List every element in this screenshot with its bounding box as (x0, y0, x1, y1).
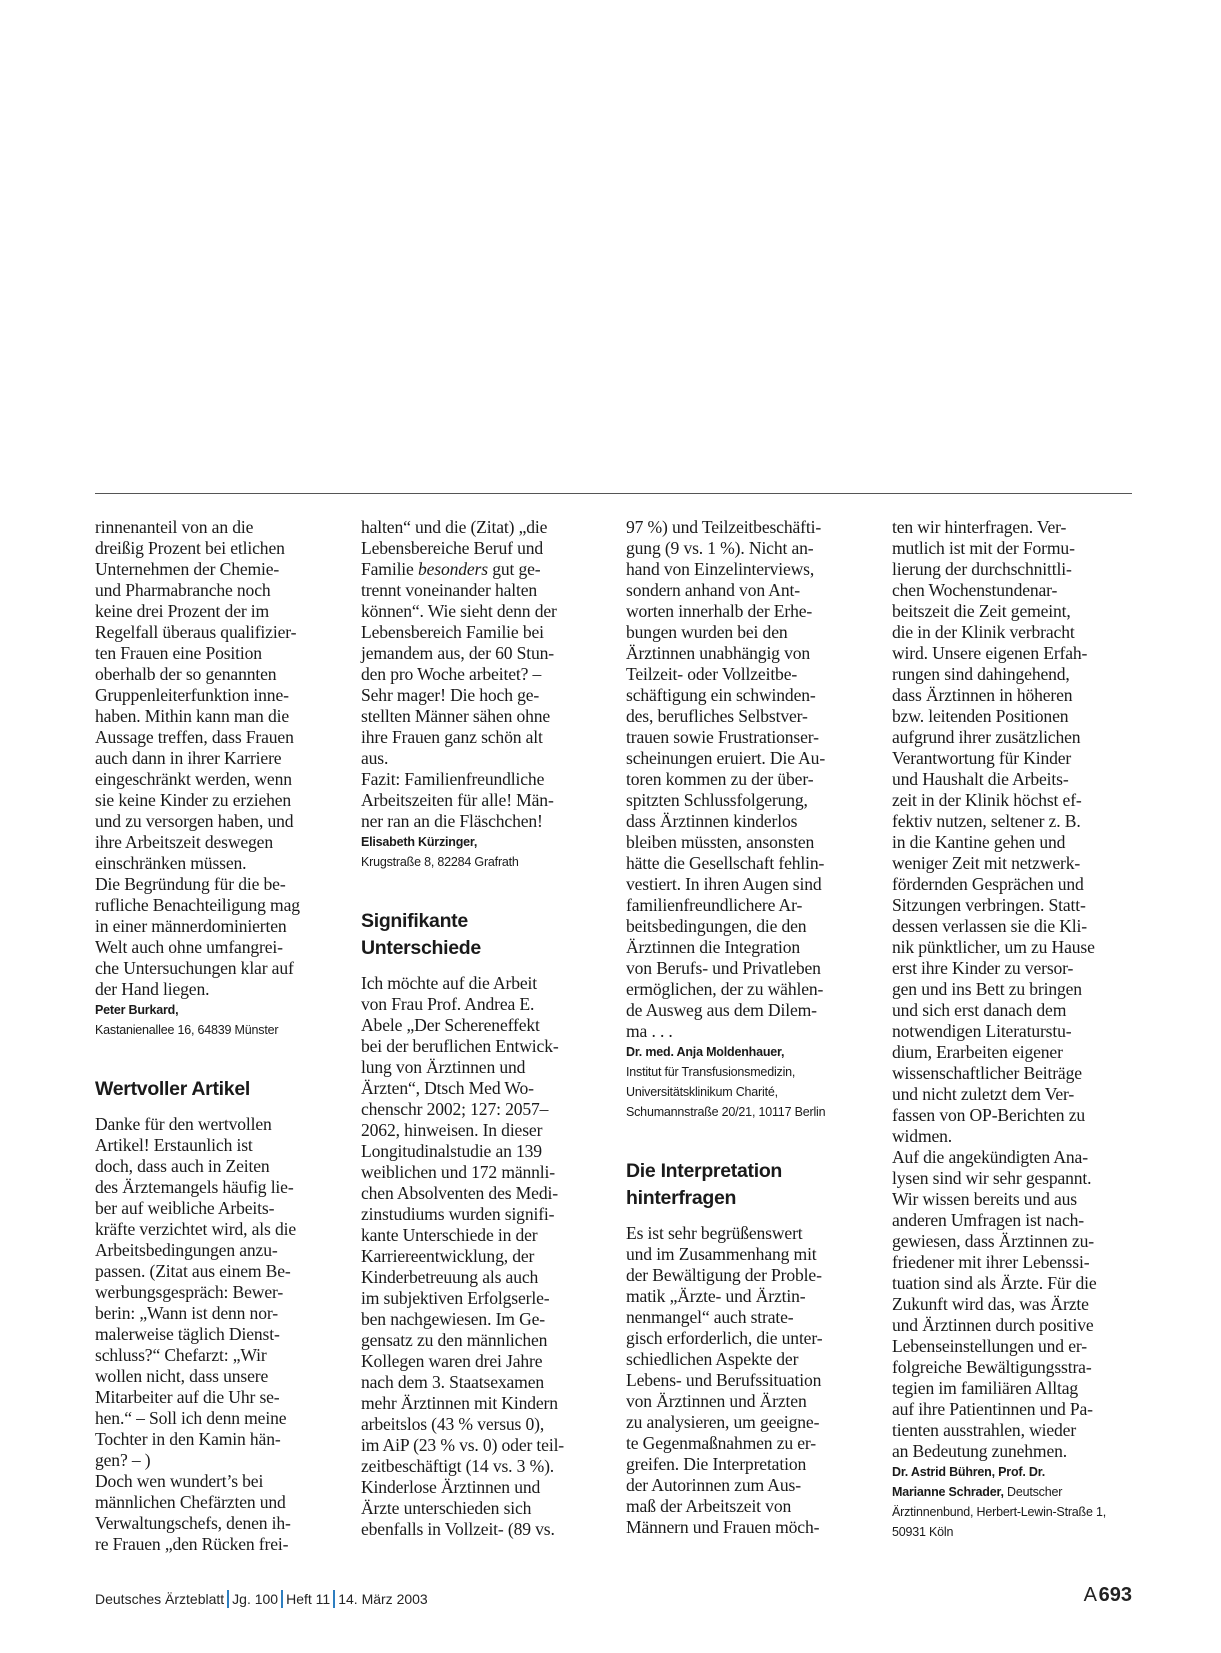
text-line: zinstudiums wurden signifi- (361, 1204, 555, 1224)
text-line: Verantwortung für Kinder (892, 748, 1072, 768)
page-number (1084, 1584, 1132, 1607)
text-line: kante Unterschiede in der (361, 1225, 538, 1245)
text-line: in einer männerdominierten (95, 916, 287, 936)
author-name: Dr. med. Anja Moldenhauer, (626, 1045, 785, 1059)
top-rule (95, 493, 1132, 494)
text-line: lysen sind wir sehr gespannt. (892, 1168, 1092, 1188)
text-line: Männern und Frauen möch- (626, 1517, 820, 1537)
author-address-line: Universitätsklinikum Charité, (626, 1085, 778, 1099)
text-line: von Berufs- und Privatleben (626, 958, 821, 978)
letter-text (361, 517, 599, 832)
column-1 (95, 517, 333, 1555)
text-line: ermöglichen, der zu wählen- (626, 979, 824, 999)
text-line: Gruppenleiterfunktion inne- (95, 685, 289, 705)
text-line: familienfreundlichere Ar- (626, 895, 803, 915)
column-2 (361, 517, 599, 1540)
text-line: nenmangel“ auch strate- (626, 1307, 794, 1327)
text-line: Auf die angekündigten Ana- (892, 1147, 1088, 1167)
text-line: ten wir hinterfragen. Ver- (892, 517, 1067, 537)
text-line: hen.“ – Soll ich denn meine (95, 1408, 287, 1428)
letter-text (626, 517, 864, 1042)
text-line: im subjektiven Erfolgserle- (361, 1288, 550, 1308)
text-line: bei der beruflichen Entwick- (361, 1036, 559, 1056)
text-line: ebenfalls in Vollzeit- (89 vs. (361, 1519, 555, 1539)
text-line: der Hand liegen. (95, 979, 210, 999)
text-line: mutlich ist mit der Formu- (892, 538, 1075, 558)
page-number-value: 693 (1098, 1584, 1132, 1606)
text-line: chenschr 2002; 127: 2057– (361, 1099, 549, 1119)
text-line: zu analysieren, um geeigne- (626, 1412, 820, 1432)
text-line: Die Begründung für die be- (95, 874, 286, 894)
text-line: widmen. (892, 1126, 953, 1146)
text-line: Arbeitsbedingungen anzu- (95, 1240, 278, 1260)
text-line: chen Wochenstundenar- (892, 580, 1058, 600)
text-line: rungen sind dahingehend, (892, 664, 1070, 684)
text-line: worten innerhalb der Erhe- (626, 601, 813, 621)
text-line: Welt auch ohne umfangrei- (95, 937, 283, 957)
text-line: trennt voneinander halten (361, 580, 538, 600)
text-line: bleiben müssten, ansonsten (626, 832, 815, 852)
text-line: ihre Arbeitszeit deswegen (95, 832, 273, 852)
text-line: rinnenanteil von an die (95, 517, 254, 537)
text-line: Wir wissen bereits und aus (892, 1189, 1077, 1209)
page-prefix: A (1083, 1584, 1097, 1606)
text-line: männlichen Chefärzten und (95, 1492, 286, 1512)
text-line: und im Zusammenhang mit (626, 1244, 817, 1264)
text-line: schäftigung ein schwinden- (626, 685, 816, 705)
text-line: weiblichen und 172 männli- (361, 1162, 555, 1182)
text-line: wollen nicht, dass unsere (95, 1366, 269, 1386)
author-address-line: Marianne Schrader, Deutscher (892, 1485, 1063, 1499)
text-line: Kinderbetreuung als auch (361, 1267, 539, 1287)
text-line: ner ran an die Fläschchen! (361, 811, 543, 831)
text-line: trauen sowie Frustrationser- (626, 727, 819, 747)
text-line: arbeitslos (43 % versus 0), (361, 1414, 545, 1434)
text-line: an Bedeutung zunehmen. (892, 1441, 1068, 1461)
text-line: dreißig Prozent bei etlichen (95, 538, 285, 558)
text-line: von Ärztinnen und Ärzten (626, 1391, 807, 1411)
text-line: gensatz zu den männlichen (361, 1330, 548, 1350)
footer-divider (227, 1590, 229, 1608)
text-line: halten“ und die (Zitat) „die (361, 517, 548, 537)
text-line: hätte die Gesellschaft fehlin- (626, 853, 825, 873)
text-line: berin: „Wann ist denn nor- (95, 1303, 278, 1323)
text-line: sie keine Kinder zu erziehen (95, 790, 292, 810)
text-line: tuation sind als Ärzte. Für die (892, 1273, 1097, 1293)
text-line: Sitzungen verbringen. Statt- (892, 895, 1086, 915)
text-line: beitsbedingungen, die den (626, 916, 807, 936)
text-line: lung von Ärztinnen und (361, 1057, 526, 1077)
author-address-line: Schumannstraße 20/21, 10117 Berlin (626, 1105, 826, 1119)
text-line: scheinungen eruiert. Die Au- (626, 748, 826, 768)
text-line: ihre Frauen ganz schön alt (361, 727, 543, 747)
text-line: toren kommen zu der über- (626, 769, 814, 789)
heading-line: Signifikante (361, 910, 468, 932)
footer-divider (281, 1590, 283, 1608)
text-line: Danke für den wertvollen (95, 1114, 272, 1134)
text-line: spitzten Schlussfolgerung, (626, 790, 808, 810)
text-line: tegien im familiären Alltag (892, 1378, 1079, 1398)
text-line: des, berufliches Selbstver- (626, 706, 808, 726)
text-line: hand von Einzelinterviews, (626, 559, 815, 579)
text-line: der Bewältigung der Proble- (626, 1265, 822, 1285)
text-line: wissenschaftlicher Beiträge (892, 1063, 1082, 1083)
text-line: fassen von OP-Berichten zu (892, 1105, 1085, 1125)
text-line: 97 %) und Teilzeitbeschäfti- (626, 517, 822, 537)
text-line: Kinderlose Ärztinnen und (361, 1477, 541, 1497)
text-line: Verwaltungschefs, denen ih- (95, 1513, 291, 1533)
text-line: rufliche Benachteiligung mag (95, 895, 300, 915)
text-line: bzw. leitenden Positionen (892, 706, 1069, 726)
text-line: auch dann in ihrer Karriere (95, 748, 282, 768)
text-line: Ärzte unterschieden sich (361, 1498, 532, 1518)
text-line: und Haushalt die Arbeits- (892, 769, 1069, 789)
text-line: stellten Männer sähen ohne (361, 706, 551, 726)
text-line: die in der Klinik verbracht (892, 622, 1075, 642)
text-line: Lebenseinstellungen und er- (892, 1336, 1087, 1356)
text-line: fördernden Gesprächen und (892, 874, 1084, 894)
text-line: ber auf weibliche Arbeits- (95, 1198, 275, 1218)
text-line: doch, dass auch in Zeiten (95, 1156, 270, 1176)
text-line: mehr Ärztinnen mit Kindern (361, 1393, 558, 1413)
letter-heading (626, 1158, 864, 1212)
text-line: ben nachgewiesen. Im Ge- (361, 1309, 545, 1329)
emphasis: besonders (417, 559, 488, 579)
text-line: und sich erst danach dem (892, 1000, 1067, 1020)
text-line: che Untersuchungen klar auf (95, 958, 294, 978)
journal-issue: Heft 11 (286, 1591, 331, 1607)
text-line: Regelfall überaus qualifizier- (95, 622, 297, 642)
text-line: Ich möchte auf die Arbeit (361, 973, 538, 993)
text-line: 2062, hinweisen. In dieser (361, 1120, 543, 1140)
text-line: Sehr mager! Die hoch ge- (361, 685, 540, 705)
author-address-line: Kastanienallee 16, 64839 Münster (95, 1023, 279, 1037)
text-line: der Autorinnen zum Aus- (626, 1475, 801, 1495)
text-line: gen und ins Bett zu bringen (892, 979, 1082, 999)
text-line: dium, Erarbeiten eigener (892, 1042, 1063, 1062)
author-name-line (626, 1042, 864, 1062)
author-address-line: 50931 Köln (892, 1525, 954, 1539)
text-line: chen Absolventen des Medi- (361, 1183, 558, 1203)
text-line: keine drei Prozent der im (95, 601, 270, 621)
text-line: Mitarbeiter auf die Uhr se- (95, 1387, 280, 1407)
text-line: gen? – ) (95, 1450, 151, 1470)
column-3 (626, 517, 864, 1538)
issue-date: 14. März 2003 (338, 1591, 428, 1607)
letter-text (361, 973, 599, 1540)
text-line: beitszeit die Zeit gemeint, (892, 601, 1071, 621)
author-name-line (95, 1000, 333, 1020)
letter-author (361, 832, 599, 872)
letter-heading (95, 1076, 333, 1103)
text-line: Kollegen waren drei Jahre (361, 1351, 543, 1371)
text-line: notwendigen Literaturstu- (892, 1021, 1072, 1041)
text-line: Ärztinnen unabhängig von (626, 643, 811, 663)
text-line: und Pharmabranche noch (95, 580, 271, 600)
journal-name: Deutsches Ärzteblatt (95, 1591, 225, 1607)
author-name-line (892, 1462, 1130, 1482)
text-line: dass Ärztinnen in höheren (892, 685, 1073, 705)
text-line: ten Frauen eine Position (95, 643, 262, 663)
text-line: malerweise täglich Dienst- (95, 1324, 280, 1344)
text-line: auf ihre Patientinnen und Pa- (892, 1399, 1093, 1419)
text-line: Karriereentwicklung, der (361, 1246, 535, 1266)
author-address-line: Krugstraße 8, 82284 Grafrath (361, 855, 519, 869)
heading-line: Die Interpretation (626, 1160, 783, 1182)
text-line: Artikel! Erstaunlich ist (95, 1135, 253, 1155)
text-line: vestiert. In ihren Augen sind (626, 874, 822, 894)
journal-volume: Jg. 100 (232, 1591, 279, 1607)
text-line: Unternehmen der Chemie- (95, 559, 280, 579)
author-name: Marianne Schrader, (892, 1485, 1004, 1499)
text-line: folgreiche Bewältigungsstra- (892, 1357, 1092, 1377)
text-line: und Ärztinnen durch positive (892, 1315, 1094, 1335)
text-line: tienten ausstrahlen, wieder (892, 1420, 1077, 1440)
text-line: ma . . . (626, 1021, 673, 1041)
text-line: erst ihre Kinder zu versor- (892, 958, 1074, 978)
text-line: wird. Unsere eigenen Erfah- (892, 643, 1088, 663)
text-line: Ärztinnen die Integration (626, 937, 801, 957)
text-line: und zu versorgen haben, und (95, 811, 294, 831)
text-line: weniger Zeit mit netzwerk- (892, 853, 1081, 873)
text-line: matik „Ärzte- und Ärztin- (626, 1286, 806, 1306)
text-line: Longitudinalstudie an 139 (361, 1141, 542, 1161)
text-line: de Ausweg aus dem Dilem- (626, 1000, 817, 1020)
text-line: passen. (Zitat aus einem Be- (95, 1261, 291, 1281)
text-line: gung (9 vs. 1 %). Nicht an- (626, 538, 814, 558)
text-line: Lebensbereich Familie bei (361, 622, 544, 642)
text-line: jemandem aus, der 60 Stun- (361, 643, 555, 663)
author-name: Elisabeth Kürzinger, (361, 835, 478, 849)
text-line: im AiP (23 % vs. 0) oder teil- (361, 1435, 565, 1455)
author-name: Dr. Astrid Bühren, Prof. Dr. (892, 1465, 1045, 1479)
heading-line: hinterfragen (626, 1187, 737, 1209)
text-line: sondern anhand von Ant- (626, 580, 800, 600)
author-name-line (361, 832, 599, 852)
text-line: Ärzten“, Dtsch Med Wo- (361, 1078, 534, 1098)
text-line: greifen. Die Interpretation (626, 1454, 807, 1474)
text-line: schiedlichen Aspekte der (626, 1349, 799, 1369)
author-address-line: Institut für Transfusionsmedizin, (626, 1065, 796, 1079)
text-line: aus. (361, 748, 389, 768)
letter-author (892, 1462, 1130, 1542)
text-line: Es ist sehr begrüßenswert (626, 1223, 803, 1243)
text-line: gewiesen, dass Ärztinnen zu- (892, 1231, 1094, 1251)
text-line: aufgrund ihrer zusätzlichen (892, 727, 1081, 747)
text-line: dass Ärztinnen kinderlos (626, 811, 798, 831)
text-line: Familie besonders gut ge- (361, 559, 541, 579)
text-line: maß der Arbeitszeit von (626, 1496, 792, 1516)
letter-text (95, 517, 333, 1000)
text-line: friedener mit ihrer Lebenssi- (892, 1252, 1090, 1272)
text-line: Doch wen wundert’s bei (95, 1471, 264, 1491)
text-line: den pro Woche arbeitet? – (361, 664, 542, 684)
author-name: Peter Burkard, (95, 1003, 179, 1017)
column-4 (892, 517, 1130, 1542)
letter-text (626, 1223, 864, 1538)
text-line: zeit in der Klinik höchst ef- (892, 790, 1082, 810)
text-line: in die Kantine gehen und (892, 832, 1066, 852)
text-line: Teilzeit- oder Vollzeitbe- (626, 664, 798, 684)
text-line: nach dem 3. Staatsexamen (361, 1372, 545, 1392)
text-line: des Ärztemangels häufig lie- (95, 1177, 294, 1197)
text-line: Aussage treffen, dass Frauen (95, 727, 294, 747)
text-line: bungen wurden bei den (626, 622, 788, 642)
text-line: Zukunft wird das, was Ärzte (892, 1294, 1089, 1314)
text-line: werbungsgespräch: Bewer- (95, 1282, 284, 1302)
text-line: Lebens- und Berufssituation (626, 1370, 822, 1390)
text-line: zeitbeschäftigt (14 vs. 3 %). (361, 1456, 555, 1476)
footer-divider (333, 1590, 335, 1608)
text-line: Tochter in den Kamin hän- (95, 1429, 281, 1449)
text-line: lierung der durchschnittli- (892, 559, 1072, 579)
letter-heading (361, 908, 599, 962)
text-line: können“. Wie sieht denn der (361, 601, 557, 621)
text-line: fektiv nutzen, seltener z. B. (892, 811, 1081, 831)
text-line: anderen Umfragen ist nach- (892, 1210, 1084, 1230)
text-line: Fazit: Familienfreundliche (361, 769, 545, 789)
letter-author (626, 1042, 864, 1122)
text-line: Abele „Der Schereneffekt (361, 1015, 540, 1035)
page-footer (95, 1590, 428, 1608)
heading-line: Wertvoller Artikel (95, 1078, 250, 1100)
text-line: te Gegenmaßnahmen zu er- (626, 1433, 816, 1453)
text-line: Arbeitszeiten für alle! Män- (361, 790, 554, 810)
heading-line: Unterschiede (361, 937, 481, 959)
author-address-line: Ärztinnenbund, Herbert-Lewin-Straße 1, (892, 1505, 1107, 1519)
letter-author (95, 1000, 333, 1040)
text-line: und nicht zuletzt dem Ver- (892, 1084, 1075, 1104)
letter-text (95, 1114, 333, 1555)
text-line: dessen verlassen sie die Kli- (892, 916, 1087, 936)
text-line: schluss?“ Chefarzt: „Wir (95, 1345, 267, 1365)
text-line: gisch erforderlich, die unter- (626, 1328, 823, 1348)
text-line: nik pünktlicher, um zu Hause (892, 937, 1095, 957)
letter-text (892, 517, 1130, 1462)
text-line: Lebensbereiche Beruf und (361, 538, 544, 558)
text-line: einschränken müssen. (95, 853, 247, 873)
text-line: re Frauen „den Rücken frei- (95, 1534, 289, 1554)
text-line: oberhalb der so genannten (95, 664, 277, 684)
text-line: von Frau Prof. Andrea E. (361, 994, 535, 1014)
text-line: kräfte verzichtet wird, als die (95, 1219, 297, 1239)
text-line: eingeschränkt werden, wenn (95, 769, 292, 789)
text-line: haben. Mithin kann man die (95, 706, 289, 726)
